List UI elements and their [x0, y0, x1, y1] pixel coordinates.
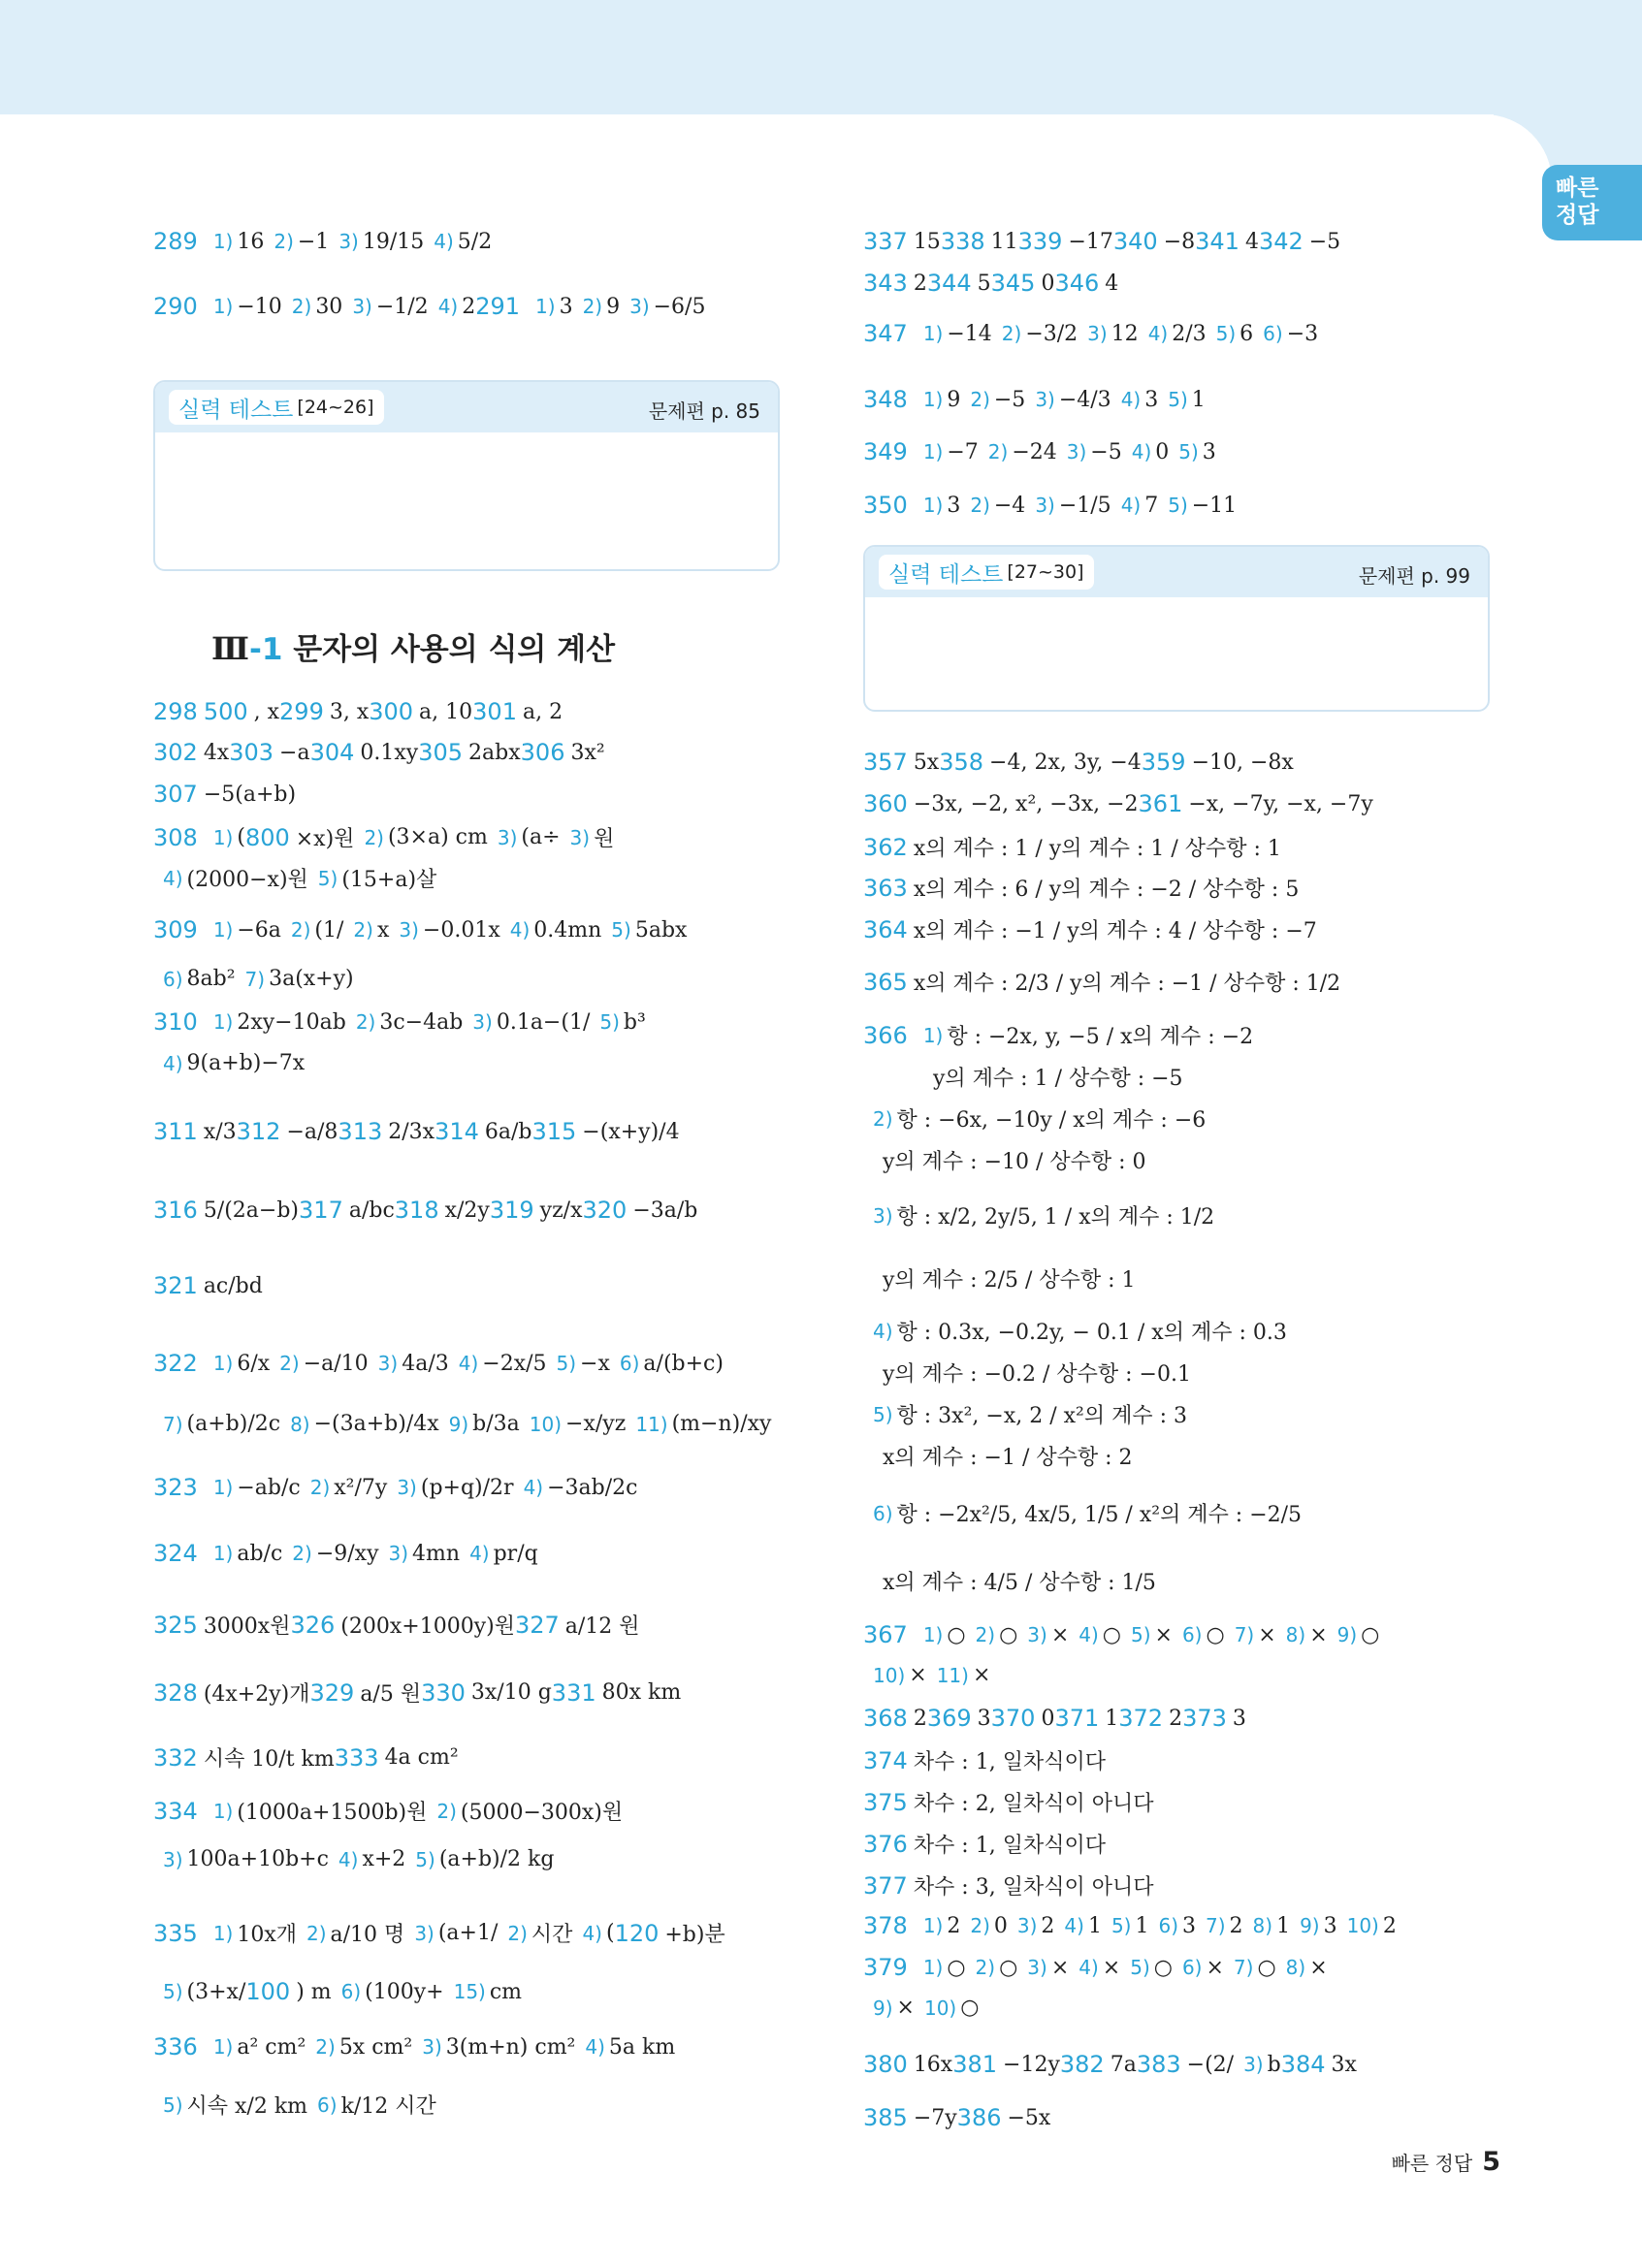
- page-number: 5: [1482, 2147, 1500, 2177]
- right-answer-line: 343 2 344 5 345 0 346 4: [863, 270, 1119, 297]
- box-title-pill: [169, 390, 384, 425]
- left-answer-line: 289 1) 16 2) −1 3) 19/15 4) 5/2: [153, 228, 493, 255]
- right-answer-line: 357 5x 358 −4, 2x, 3y, −4 359 −10, −8x: [863, 749, 1294, 776]
- left-answer-line: 308 1) ( 800 ×x)원 2) (3×a) cm 3) (a÷ 3) 원: [153, 823, 615, 851]
- left-answer-line: 4) (2000−x)원 5) (15+a)살: [163, 866, 437, 892]
- right-answer-line: 6) 항 : −2x²/5, 4x/5, 1/5 / x²의 계수 : −2/5: [873, 1501, 1303, 1527]
- left-answer-line: 322 1) 6/x 2) −a/10 3) 4a/3 4) −2x/5 5) −x 6) a/(b+c): [153, 1350, 724, 1377]
- footer: [1392, 2147, 1500, 2177]
- box-range: [27~30]: [1007, 561, 1084, 583]
- left-answer-line: 328 (4x+2y)개 329 a/5 원 330 3x/10 g 331 80x km: [153, 1678, 682, 1707]
- left-answer-line: 325 3000x원 326 (200x+1000y)원 327 a/12 원: [153, 1611, 640, 1639]
- right-answer-line: 366 1) 항 : −2x, y, −5 / x의 계수 : −2: [863, 1021, 1254, 1049]
- left-answer-line: 310 1) 2xy−10ab 2) 3c−4ab 3) 0.1a−(1/ 5) b³: [153, 1008, 646, 1036]
- right-answer-line: x의 계수 : −1 / 상수항 : 2: [883, 1446, 1133, 1470]
- right-answer-line: 379 1) ○ 2) ○ 3) × 4) × 5) ○ 6) × 7) ○ 8) ×: [863, 1954, 1328, 1981]
- left-answer-line: 302 4x 303 −a 304 0.1xy 305 2abx 306 3x²: [153, 739, 605, 766]
- right-answer-line: 3) 항 : x/2, 2y/5, 1 / x의 계수 : 1/2: [873, 1203, 1215, 1230]
- left-answer-line: 335 1) 10x개 2) a/10 명 3) (a+1/ 2) 시간 4) ( 120 +b)분: [153, 1919, 725, 1947]
- right-answer-line: 380 16x 381 −12y 382 7a 383 −(2/ 3) b 384 3x: [863, 2051, 1357, 2078]
- left-answer-line: 332 시속 10/t km 333 4a cm²: [153, 1743, 459, 1772]
- skill-test-box-2: [863, 545, 1490, 712]
- right-answer-line: 4) 항 : 0.3x, −0.2y, − 0.1 / x의 계수 : 0.3: [873, 1319, 1287, 1345]
- left-answer-line: 336 1) a² cm² 2) 5x cm² 3) 3(m+n) cm² 4) 5a km: [153, 2033, 676, 2060]
- right-answer-line: 367 1) ○ 2) ○ 3) × 4) ○ 5) × 6) ○ 7) × 8) × 9) ○: [863, 1621, 1380, 1648]
- left-answer-line: 4) 9(a+b)−7x: [163, 1051, 306, 1075]
- right-answer-line: 349 1) −7 2) −24 3) −5 4) 0 5) 3: [863, 438, 1216, 465]
- right-answer-line: y의 계수 : −10 / 상수항 : 0: [883, 1150, 1146, 1174]
- right-answer-line: y의 계수 : 1 / 상수항 : −5: [933, 1067, 1183, 1091]
- right-answer-line: 364 x의 계수 : −1 / y의 계수 : 4 / 상수항 : −7: [863, 915, 1317, 943]
- left-answer-line: 324 1) ab/c 2) −9/xy 3) 4mn 4) pr/q: [153, 1540, 538, 1567]
- box-title-pill: [879, 555, 1094, 590]
- right-answer-line: 362 x의 계수 : 1 / y의 계수 : 1 / 상수항 : 1: [863, 833, 1281, 861]
- right-answer-line: 2) 항 : −6x, −10y / x의 계수 : −6: [873, 1106, 1207, 1133]
- left-answer-line: 323 1) −ab/c 2) x²/7y 3) (p+q)/2r 4) −3ab/2c: [153, 1474, 638, 1501]
- right-answer-line: 10) × 11) ×: [873, 1663, 991, 1687]
- left-answer-line: 298 500 , x 299 3, x 300 a, 10 301 a, 2: [153, 698, 563, 725]
- right-answer-line: 350 1) 3 2) −4 3) −1/5 4) 7 5) −11: [863, 492, 1238, 519]
- section-roman: Ⅲ: [211, 630, 249, 667]
- left-answer-line: 3) 100a+10b+c 4) x+2 5) (a+b)/2 kg: [163, 1847, 555, 1871]
- right-answer-line: 363 x의 계수 : 6 / y의 계수 : −2 / 상수항 : 5: [863, 874, 1300, 902]
- box-title: 실력 테스트: [888, 561, 1004, 588]
- right-answer-line: y의 계수 : 2/5 / 상수항 : 1: [883, 1268, 1136, 1293]
- left-answer-line: 5) 시속 x/2 km 6) k/12 시간: [163, 2092, 436, 2119]
- left-answer-line: 311 x/3 312 −a/8 313 2/3x 314 6a/b 315 −(x+y)/4: [153, 1118, 680, 1145]
- left-answer-line: 290 1) −10 2) 30 3) −1/2 4) 2 291 1) 3 2) 9 3) −6/5: [153, 293, 706, 320]
- quick-answer-tab[interactable]: 빠른 정답: [1542, 165, 1642, 240]
- left-answer-line: 334 1) (1000a+1500b)원 2) (5000−300x)원: [153, 1797, 624, 1825]
- right-answer-line: x의 계수 : 4/5 / 상수항 : 1/5: [883, 1571, 1156, 1595]
- right-answer-line: 337 15 338 11 339 −17 340 −8 341 4 342 −5: [863, 228, 1341, 255]
- box-page-ref: 문제편 p. 85: [648, 399, 760, 423]
- right-answer-line: 348 1) 9 2) −5 3) −4/3 4) 3 5) 1: [863, 386, 1206, 413]
- section-text: 문자의 사용의 식의 계산: [293, 632, 616, 667]
- right-answer-line: 376 차수 : 1, 일차식이다: [863, 1830, 1106, 1858]
- left-answer-line: 5) (3+x/ 100 ) m 6) (100y+ 15) cm: [163, 1978, 523, 2005]
- header-band: [0, 0, 1642, 114]
- right-answer-line: 347 1) −14 2) −3/2 3) 12 4) 2/3 5) 6 6) −3: [863, 320, 1319, 347]
- section-title: [211, 624, 615, 668]
- right-answer-line: 368 2 369 3 370 0 371 1 372 2 373 3: [863, 1705, 1246, 1732]
- left-answer-line: 316 5/(2a−b) 317 a/bc 318 x/2y 319 yz/x 320 −3a/b: [153, 1197, 698, 1224]
- left-answer-line: 307 −5(a+b): [153, 781, 297, 808]
- footer-label: 빠른 정답: [1391, 2152, 1473, 2175]
- right-answer-line: 374 차수 : 1, 일차식이다: [863, 1746, 1106, 1774]
- skill-test-box-1: [153, 380, 780, 571]
- right-answer-line: 378 1) 2 2) 0 3) 2 4) 1 5) 1 6) 3 7) 2 8) 1 9) 3 10) 2: [863, 1912, 1397, 1939]
- box-title: 실력 테스트: [178, 397, 294, 423]
- box-range: [24~26]: [297, 397, 374, 418]
- right-answer-line: 385 −7y 386 −5x: [863, 2104, 1051, 2131]
- left-answer-line: 7) (a+b)/2c 8) −(3a+b)/4x 9) b/3a 10) −x/yz 11) (m−n)/xy: [163, 1412, 772, 1436]
- left-answer-line: 309 1) −6a 2) (1/ 2) x 3) −0.01x 4) 0.4mn 5) 5abx: [153, 916, 688, 943]
- left-answer-line: 321 ac/bd: [153, 1272, 263, 1299]
- right-answer-line: 360 −3x, −2, x², −3x, −2 361 −x, −7y, −x, −7y: [863, 790, 1373, 817]
- right-answer-line: 9) × 10) ○: [873, 1996, 980, 2020]
- right-answer-line: 365 x의 계수 : 2/3 / y의 계수 : −1 / 상수항 : 1/2: [863, 968, 1341, 996]
- box-page-ref: 문제편 p. 99: [1358, 564, 1470, 588]
- right-answer-line: 375 차수 : 2, 일차식이 아니다: [863, 1788, 1154, 1816]
- right-answer-line: 5) 항 : 3x², −x, 2 / x²의 계수 : 3: [873, 1402, 1187, 1428]
- left-answer-line: 6) 8ab² 7) 3a(x+y): [163, 967, 354, 991]
- right-answer-line: 377 차수 : 3, 일차식이 아니다: [863, 1871, 1154, 1900]
- section-number: -1: [248, 632, 283, 667]
- right-answer-line: y의 계수 : −0.2 / 상수항 : −0.1: [883, 1362, 1191, 1387]
